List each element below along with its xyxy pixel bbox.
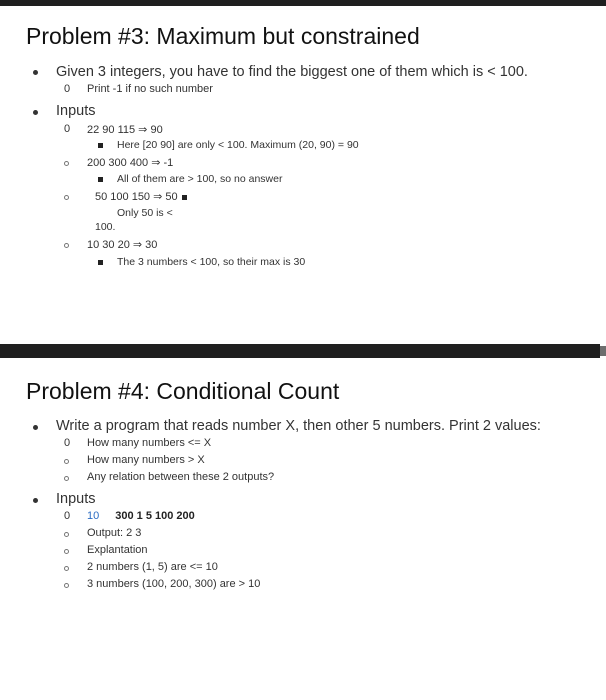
bullet-dot xyxy=(33,498,38,503)
problem4-sub3: Any relation between these 2 outputs? xyxy=(87,471,275,483)
square-bullet xyxy=(98,143,103,148)
bullet-dot xyxy=(33,110,38,115)
problem3-title: Problem #3: Maximum but constrained xyxy=(26,23,420,49)
list-marker: 0 xyxy=(64,510,71,522)
problem3-case3-note-line1: Only 50 is < xyxy=(117,207,173,219)
ring-bullet xyxy=(64,532,69,537)
top-divider-bar xyxy=(0,0,606,6)
problem3-case1: 22 90 115 ⇒ 90 xyxy=(87,124,163,136)
ring-bullet xyxy=(64,583,69,588)
ring-bullet xyxy=(64,549,69,554)
problem3-case2-note: All of them are > 100, so no answer xyxy=(117,173,283,185)
ring-bullet xyxy=(64,195,69,200)
problem3-case4-note: The 3 numbers < 100, so their max is 30 xyxy=(117,256,306,268)
problem3-case4: 10 30 20 ⇒ 30 xyxy=(87,239,158,251)
bullet-dot xyxy=(33,70,38,75)
problem4-input1: 10 300 1 5 100 200 xyxy=(87,510,195,522)
square-bullet xyxy=(182,195,187,200)
problem3-intro: Given 3 integers, you have to find the biggest one of them which is < 100. xyxy=(56,64,528,80)
problem3-intro-sub: Print -1 if no such number xyxy=(87,83,213,95)
problem3-case3-note-line2: 100. xyxy=(95,221,116,233)
ring-bullet xyxy=(64,243,69,248)
ring-bullet xyxy=(64,459,69,464)
list-marker: 0 xyxy=(64,123,71,135)
problem4-title: Problem #4: Conditional Count xyxy=(26,378,340,404)
problem4-expl-line2: 3 numbers (100, 200, 300) are > 10 xyxy=(87,578,261,590)
ring-bullet xyxy=(64,476,69,481)
list-marker: 0 xyxy=(64,83,71,95)
problem4-sub1: How many numbers <= X xyxy=(87,437,212,449)
problem4-intro: Write a program that reads number X, then other 5 numbers. Print 2 values: xyxy=(56,418,541,434)
list-marker: 0 xyxy=(64,437,71,449)
problem3-case1-note: Here [20 90] are only < 100. Maximum (20, 90) = 90 xyxy=(117,139,359,151)
square-bullet xyxy=(98,177,103,182)
problem4-inputs-label: Inputs xyxy=(56,491,96,507)
problem4-sub2: How many numbers > X xyxy=(87,454,205,466)
problem4-expl-line1: 2 numbers (1, 5) are <= 10 xyxy=(87,561,218,573)
ring-bullet xyxy=(64,161,69,166)
problem3-inputs-label: Inputs xyxy=(56,103,96,119)
problem4-output: Output: 2 3 xyxy=(87,527,142,539)
square-bullet xyxy=(98,260,103,265)
ring-bullet xyxy=(64,566,69,571)
problem4-explanation: Explantation xyxy=(87,544,148,556)
bullet-dot xyxy=(33,425,38,430)
problem3-case3: 50 100 150 ⇒ 50 xyxy=(95,190,187,203)
slide-divider-bar xyxy=(0,344,600,358)
slide-divider-end xyxy=(600,346,606,356)
problem3-case2: 200 300 400 ⇒ -1 xyxy=(87,157,174,169)
